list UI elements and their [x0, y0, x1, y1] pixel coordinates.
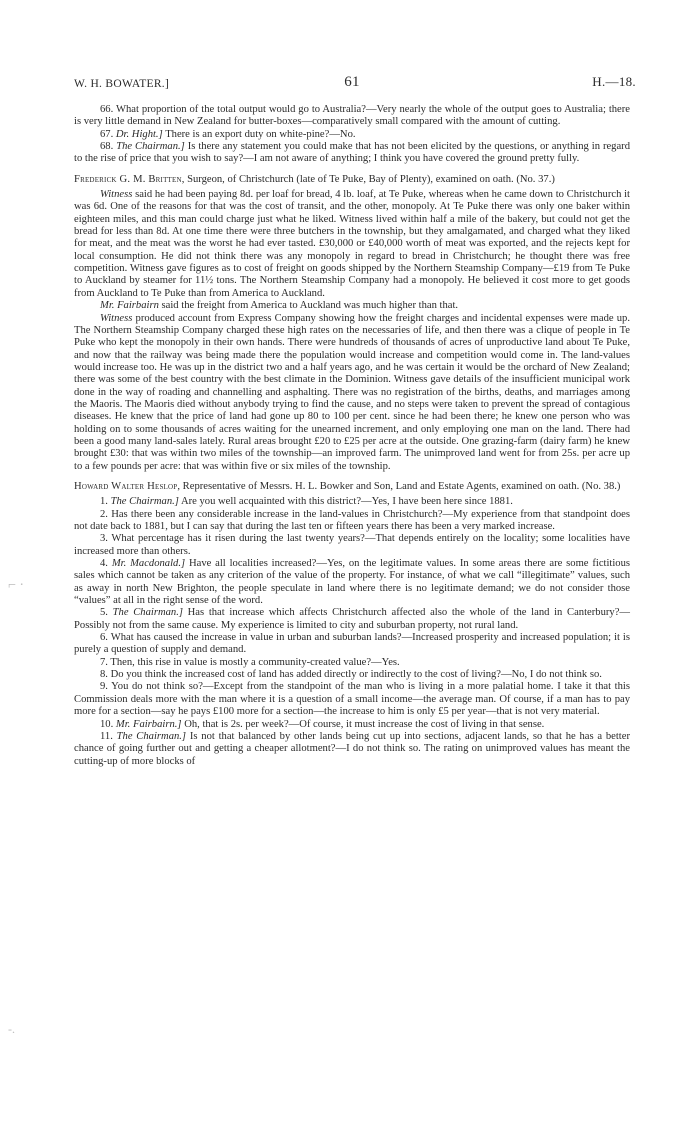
witness-heading	[74, 174, 630, 186]
speaker: Mr. Fairbairn	[100, 300, 159, 312]
document-page	[74, 70, 636, 768]
margin-mark: -.	[8, 1022, 15, 1036]
question-paragraph	[74, 533, 630, 558]
header-right: H.—18.	[592, 74, 636, 89]
speaker: Mr. Macdonald.]	[111, 558, 186, 570]
question-number: 67.	[100, 128, 114, 140]
paragraph-text: Is there any statement you could make that has not been elicited by the questions, or anything in regard to the rise of price that you wish to say?—I am not aware of anything; I think you have covered the ground pretty fully.	[74, 141, 631, 165]
question-paragraph	[74, 558, 630, 607]
question-paragraph	[74, 632, 630, 657]
question-paragraph	[74, 313, 630, 473]
paragraph-text: Oh, that is 2s. per week?—Of course, it must increase the cost of living in that sense.	[184, 718, 545, 730]
speaker: Mr. Fairbairn.]	[115, 718, 182, 730]
header-left: W. H. BOWATER.]	[74, 78, 170, 90]
paragraph-text: 6. What has caused the increase in value in urban and suburban lands?—Increased prosperity and increased population; it is purely a question of supply and demand.	[74, 632, 630, 656]
witness-name: Frederick G. M. Britten	[74, 173, 182, 185]
speaker: The Chairman.]	[116, 730, 187, 742]
question-paragraph	[74, 189, 630, 300]
question-paragraph	[74, 141, 630, 166]
paragraph-text: 8. Do you think the increased cost of land has added directly or indirectly to the cost of living?—No, I do not think so.	[100, 669, 602, 681]
witness-heading	[74, 481, 630, 493]
question-number: 5.	[100, 607, 108, 619]
speaker: Witness	[100, 189, 133, 201]
speaker: Dr. Hight.]	[115, 128, 163, 140]
speaker: The Chairman.]	[110, 496, 179, 508]
running-header	[74, 70, 636, 94]
question-number: 1.	[100, 496, 108, 508]
paragraph-text: There is an export duty on white-pine?—No.	[165, 128, 356, 140]
paragraph-text: 2. Has there been any considerable increase in the land-values in Christchurch?—My experience from that standpoint does not date back to 1881, but I can say that during the last ten or fifteen years there has been a very marked increase.	[74, 508, 630, 532]
question-paragraph	[74, 496, 630, 508]
document-body	[74, 104, 630, 768]
paragraph-text: 66. What proportion of the total output would go to Australia?—Very nearly the whole of the output goes to Australia; there is very little demand in New Zealand for butter-boxes—comparatively small compared with the amount of cutting.	[74, 104, 630, 128]
question-number: 68.	[100, 141, 114, 153]
question-paragraph	[74, 509, 630, 534]
paragraph-text: 7. Then, this rise in value is mostly a community-created value?—Yes.	[100, 656, 400, 668]
question-paragraph	[74, 300, 630, 312]
question-paragraph	[74, 104, 630, 129]
speaker: The Chairman.]	[116, 141, 185, 153]
paragraph-text: Have all localities increased?—Yes, on the legitimate values. In some areas there are some fictitious sales which cannot be taken as any criterion of the value of the property. For instance, of what we call “illegitimate” values, such as away in north New Brighton, the people speculate in land where there is no legitimate demand; we do not consider those “values” at all in the right sense of the word.	[74, 558, 631, 607]
paragraph-text: , Surgeon, of Christchurch (late of Te Puke, Bay of Plenty), examined on oath. (No. 37.)	[181, 173, 555, 185]
question-paragraph	[74, 669, 630, 681]
paragraph-text: said the freight from America to Auckland was much higher than that.	[161, 300, 459, 312]
question-paragraph	[74, 681, 630, 718]
margin-mark: ⌐ ·	[8, 578, 25, 593]
question-paragraph	[74, 607, 630, 632]
paragraph-text: produced account from Express Company showing how the freight charges and incidental expenses were made up. The Northern Steamship Company charged these high rates on the necessaries of life, and then there was a clique of people in Te Puke who kept the monopoly in their own hands. There were hundreds of thousands of acres of unproductive land about Te Puke, and now that the railway was being made there the population would increase and competition would come in. The land-values would increase too. He was up in the district two and a half years ago, and he was certain it would be the orchard of New Zealand; there was some of the best country with the best climate in the Dominion. Witness gave details of the insufficient municipal work done in the way of roading and channelling and asphalting. There was no registration of the births, deaths, and marriages among the Maoris. The Maoris died without anybody trying to find the cause, and no steps were taken to prevent the spread of contagious diseases. He knew that the price of land had gone up 80 to 100 per cent. since he had been there; he knew one person who was holding on to some thousands of acres waiting for the unearned increment, and only employing one man on the land. There had been a good many land-sales lately. Rural areas brought £20 to £25 per acre at the outside. One grazing-farm (dairy farm) he knew brought £30: that was within two miles of the township—an improved farm. The unimproved land went for from 25s. per acre up to a few pounds per acre: that was within five or six miles of the township.	[74, 312, 630, 472]
question-paragraph	[74, 657, 630, 669]
paragraph-text: , Representative of Messrs. H. L. Bowker and Son, Land and Estate Agents, examined on oath. (No. 38.)	[177, 480, 621, 492]
witness-name: Howard Walter Heslop	[74, 480, 178, 492]
question-paragraph	[74, 731, 630, 768]
speaker: Witness	[100, 312, 133, 324]
question-paragraph	[74, 129, 630, 141]
paragraph-text: Are you well acquainted with this district?—Yes, I have been here since 1881.	[180, 496, 513, 508]
paragraph-text: 3. What percentage has it risen during the last twenty years?—That depends entirely on the locality; some localities have increased more than others.	[74, 533, 630, 557]
paragraph-text: said he had been paying 8d. per loaf for bread, 4 lb. loaf, at Te Puke, whereas when he came down to Christchurch it was 6d. One of the reasons for that was the cost of transit, and the other, monopoly. At Te Puke there was only one baker within eighteen miles, and this man could charge just what he liked. Witness lived within half a mile of the bakery, but could not get the bread for less than 8d. At one time there were three butchers in the township, but they amalgamated, and charged what they liked for meat, and the meat was the worst he had ever tasted. £30,000 or £40,000 worth of meat was exported, and the rejects kept for local consumption. He did not think there was any monopoly in regard to bread in Christchurch; he thought there was free competition. Witness gave figures as to cost of freight on goods shipped by the Northern Steamship Company—£19 from Te Puke to Auckland by steamer for 11½ tons. The Northern Steamship Company had a monopoly. He believed it cost more to get goods from Auckland to Te Puke than from America to Auckland.	[74, 189, 630, 299]
question-number: 11.	[100, 730, 113, 742]
speaker: The Chairman.]	[112, 607, 183, 619]
page-number: 61	[344, 74, 360, 90]
question-number: 4.	[100, 558, 108, 570]
paragraph-text: Is not that balanced by other lands being cut up into sections, adjacent lands, so that he has a better chance of going further out and getting a cheaper allotment?—I do not think so. The rating on unimproved values has meant the cutting-up of more blocks of	[74, 730, 630, 767]
question-number: 10.	[100, 718, 114, 730]
paragraph-text: Has that increase which affects Christchurch affected also the whole of the land in Canterbury?—Possibly not from the same cause. My experience is limited to city and suburban property, not rural land.	[74, 607, 630, 631]
paragraph-text: 9. You do not think so?—Except from the standpoint of the man who is living in a more palatial home. I take it that this Commission deals more with the man where it is a question of a small income—the average man. Of course, if a man has to pay more for a section—say he pays £100 more for a section—the increase to him is only £5 per year—that is not very material.	[74, 681, 630, 718]
question-paragraph	[74, 719, 630, 731]
